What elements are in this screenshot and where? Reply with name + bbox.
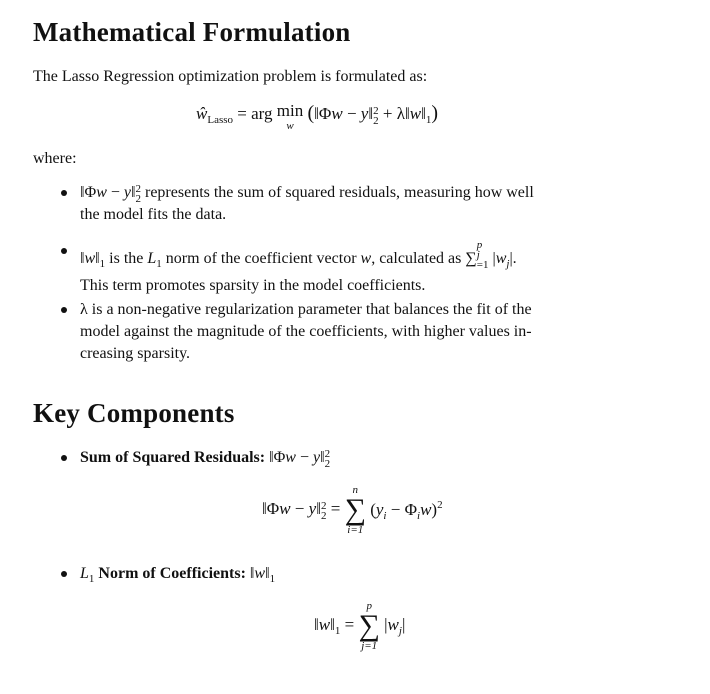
- bullet-residuals: ‖Φw − y‖ 2 2 represents the sum of squared residuals, measuring how well the model fits the data.: [80, 183, 534, 223]
- ssr-equation: ‖Φw − y‖ 2 2 = n ∑ i=1 $(y_i - \Phi_iw)^2$: [262, 484, 443, 536]
- lasso-objective-equation: $ŵ_{Lasso}$ = arg min w (‖Φw − y‖ 2 2 + $\lambda‖w‖_1$): [196, 101, 439, 132]
- bullet-dot: [61, 571, 67, 577]
- bullet-l1-norm: $‖w‖_1$ is the $L_1$ norm of the coefficient vector w, calculated as ∑ p j =1 $|w_j|$. This term promotes sparsity in the model coefficients.: [80, 239, 517, 294]
- l1-equation: $‖w‖_1$ = p ∑ j=1 $|w_j|$: [314, 600, 406, 652]
- component-l1: $L_1$ Norm of Coefficients: $‖w‖_1$: [80, 565, 276, 585]
- bullet-dot: [61, 307, 67, 313]
- section-title-mathematical-formulation: Mathematical Formulation: [33, 17, 351, 47]
- bullet-dot: [61, 190, 67, 196]
- bullet-lambda: λ is a non-negative regularization parameter that balances the fit of the model against the magnitude of the coefficients, with higher values in- creasing sparsity.: [80, 301, 532, 362]
- bullet-dot: [61, 248, 67, 254]
- where-label: where:: [33, 150, 77, 167]
- intro-paragraph: The Lasso Regression optimization problem is formulated as:: [33, 68, 428, 85]
- section-title-key-components: Key Components: [33, 398, 235, 428]
- bullet-dot: [61, 455, 67, 461]
- component-ssr: Sum of Squared Residuals: ‖Φw − y‖ 2 2: [80, 448, 331, 470]
